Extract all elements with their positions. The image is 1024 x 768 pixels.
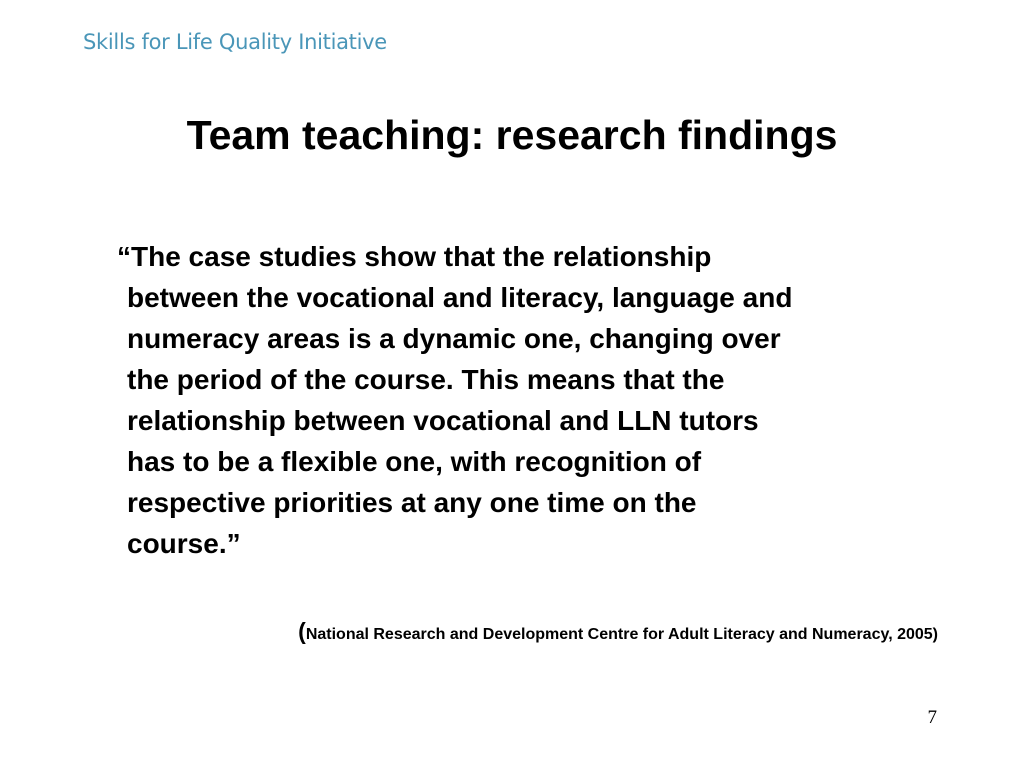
quote-line: relationship between vocational and LLN tutors (127, 405, 759, 436)
citation-text: National Research and Development Centre for Adult Literacy and Numeracy, 2005) (305, 626, 938, 643)
quote-line: respective priorities at any one time on the (127, 487, 697, 518)
citation-open-paren: ( (298, 618, 306, 644)
slide-title: Team teaching: research findings (186, 112, 838, 158)
page-number: 7 (927, 707, 937, 728)
quote-line: the period of the course. This means that the (127, 364, 725, 395)
citation (0, 618, 938, 645)
quote-line: has to be a flexible one, with recognition of (127, 446, 702, 477)
quote-line: between the vocational and literacy, language and (127, 282, 793, 313)
quote-block (117, 236, 947, 564)
quote-line: “The case studies show that the relationship (117, 241, 712, 272)
quote-line: course.” (127, 528, 241, 559)
quote-line: numeracy areas is a dynamic one, changing over (127, 323, 781, 354)
brand-logo-text: Skills for Life Quality Initiative (83, 30, 387, 54)
